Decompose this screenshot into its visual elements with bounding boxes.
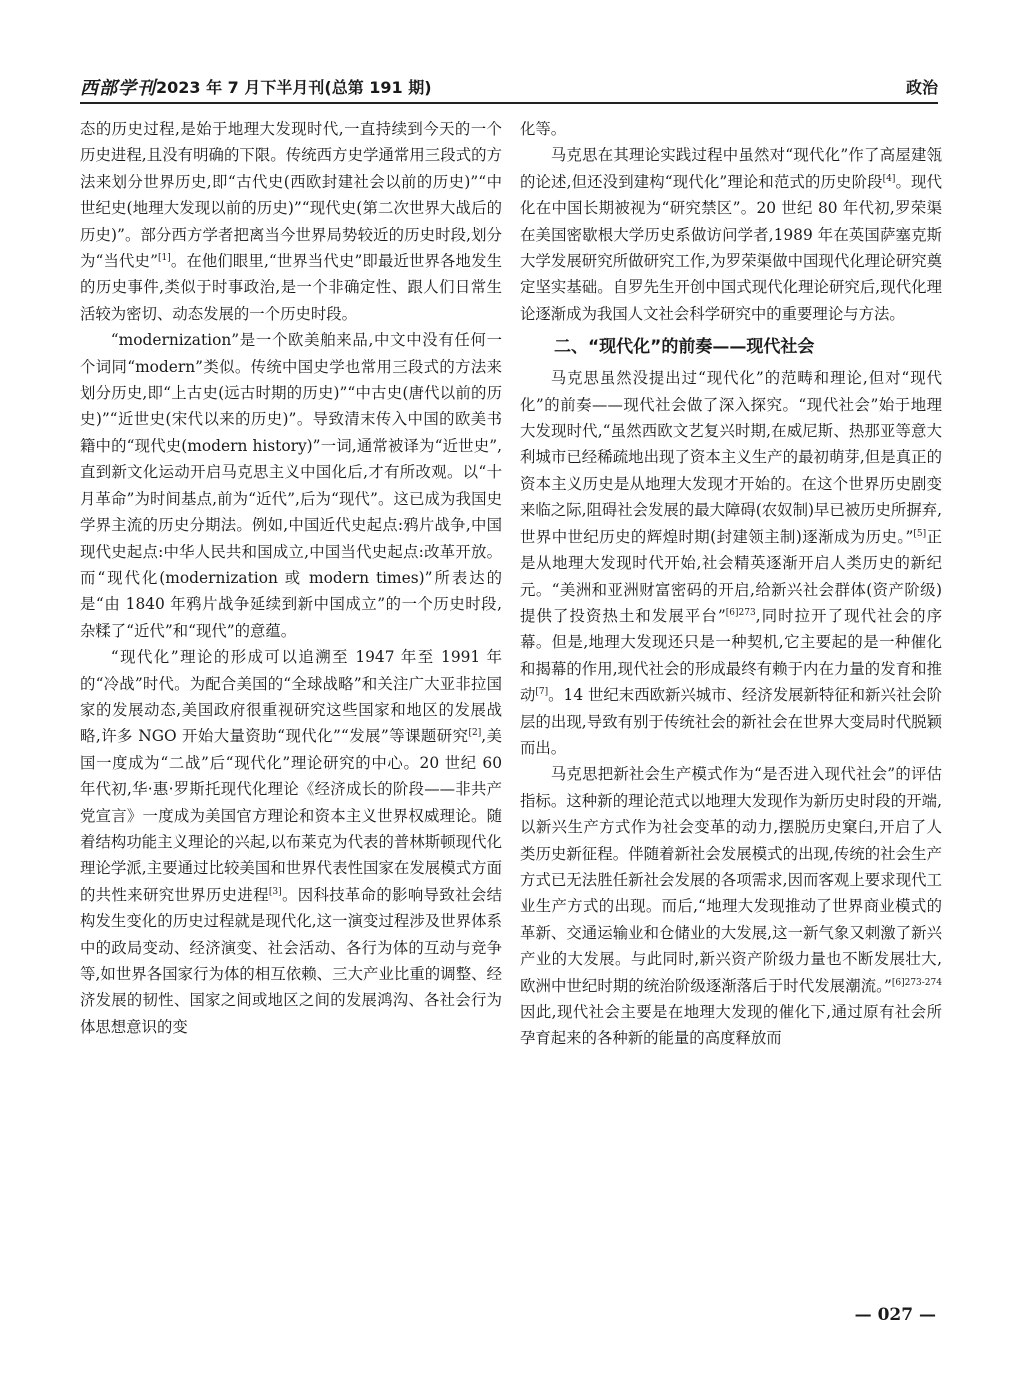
right-column [520, 116, 942, 1052]
journal-masthead: 西部学刊 [80, 78, 156, 99]
page-number: — 027 — [854, 1305, 936, 1325]
issue-info: 2023 年 7 月下半月刊(总第 191 期) [156, 78, 432, 97]
citation: [7] [535, 687, 549, 697]
citation: [1] [157, 252, 171, 263]
page-header [80, 72, 938, 104]
paragraph: 化等。 [520, 120, 567, 138]
section-heading: 二、“现代化”的前奏——现代社会 [554, 337, 815, 358]
citation: [3] [268, 886, 282, 897]
citation: [4] [882, 173, 896, 184]
citation: [6]273 [725, 607, 756, 618]
left-column [80, 116, 502, 1040]
paragraph: 马克思虽然没提出过“现代化”的范畴和理论,但对“现代化”的前奏——现代社会做了深入探究。“现代社会”始于地理大发现时代,“虽然西欧文艺复兴时期,在威尼斯、热那亚等意大利城市已经稀疏地出现了资本主义生产的最初萌芽,但是真正的资本主义历史是从地理大发现才开始的。在这个世界历史剧变来临之际,阻碍社会发展的最大障碍(农奴制)早已被历史所摒弃,世界中世纪历史的辉煌时期(封建领主制)逐渐成为历史。”[5]正是从地理大发现时代开始,社会精英逐渐开启人类历史的新纪元。“美洲和亚洲财富密码的开启,给新兴社会群体(资产阶级)提供了投资热土和发展平台”$^{[6]273}$,同时拉开了现代社会的序幕。但是,地理大发现还只是一种契机,它主要起的是一种催化和揭幕的作用,现代社会的形成最终有赖于内在力量的发育和推动[7]。14 世纪末西欧新兴城市、经济发展新特征和新兴社会阶层的出现,导致有别于传统社会的新社会在世界大变局时代脱颖而出。 [520, 369, 943, 757]
citation: [6]273-274 [891, 977, 942, 988]
paragraph: 马克思在其理论实践过程中虽然对“现代化”作了高屋建瓴的论述,但还没到建构“现代化”理论和范式的历史阶段[4]。现代化在中国长期被视为“研究禁区”。20 世纪 80 年代初,罗荣渠在美国密歇根大学历史系做访问学者,1989 年在英国萨塞克斯大学发展研究所做研究工作,为罗荣渠做中国现代化理论研究奠定坚实基础。自罗先生开创中国式现代化理论研究后,现代化理论逐渐成为我国人文社会科学研究中的重要理论与方法。 [520, 146, 942, 323]
citation: [2] [468, 728, 482, 739]
paragraph: 态的历史过程,是始于地理大发现时代,一直持续到今天的一个历史进程,且没有明确的下限。传统西方史学通常用三段式的方法来划分世界历史,即“古代史(西欧封建社会以前的历史)”“中世纪史(地理大发现以前的历史)”“现代史(第二次世界大战后的历史)”。部分西方学者把离当今世界局势较近的历史时段,划分为“当代史”[1]。在他们眼里,“世界当代史”即最近世界各地发生的历史事件,类似于时事政治,是一个非确定性、跟人们日常生活较为密切、动态发展的一个历史时段。 [80, 120, 502, 323]
section-label: 政治 [905, 78, 938, 97]
paragraph: “modernization”是一个欧美舶来品,中文中没有任何一个词同“modern”类似。传统中国史学也常用三段式的方法来划分历史,即“上古史(远古时期的历史)”“中古史(唐代以前的历史)”“近世史(宋代以来的历史)”。导致清末传入中国的欧美书籍中的“现代史(modern history)”一词,通常被译为“近世史”,直到新文化运动开启马克思主义中国化后,才有所改观。以“十月革命”为时间基点,前为“近代”,后为“现代”。这已成为我国史学界主流的历史分期法。例如,中国近代史起点:鸦片战争,中国现代史起点:中华人民共和国成立,中国当代史起点:改革开放。而“现代化(modernization 或 modern times)”所表达的是“由 1840 年鸦片战争延续到新中国成立”的一个历史时段,杂糅了“近代”和“现代”的意蕴。 [80, 331, 502, 640]
paragraph: 马克思把新社会生产模式作为“是否进入现代社会”的评估指标。这种新的理论范式以地理大发现作为新历史时段的开端,以新兴生产方式作为社会变革的动力,摆脱历史窠臼,开启了人类历史新征程。伴随着新社会发展模式的出现,传统的社会生产方式已无法胜任新社会发展的各项需求,因而客观上要求现代工业生产方式的出现。而后,“地理大发现推动了世界商业模式的革新、交通运输业和仓储业的大发展,这一新气象又刺激了新兴产业的大发展。与此同时,新兴资产阶级力量也不断发展壮大,欧洲中世纪时期的统治阶级逐渐落后于时代发展潮流。”$^{[6]273-274}$因此,现代社会主要是在地理大发现的催化下,通过原有社会所孕育起来的各种新的能量的高度释放而 [520, 765, 942, 1048]
paragraph: “现代化”理论的形成可以追溯至 1947 年至 1991 年的“冷战”时代。为配合美国的“全球战略”和关注广大亚非拉国家的发展动态,美国政府很重视研究这些国家和地区的发展战略,许多 NGO 开始大量资助“现代化”“发展”等课题研究[2],美国一度成为“二战”后“现代化”理论研究的中心。20 世纪 60 年代初,华·惠·罗斯托现代化理论《经济成长的阶段——非共产党宣言》一度成为美国官方理论和资本主义世界权威理论。随着结构功能主义理论的兴起,以布莱克为代表的普林斯顿现代化理论学派,主要通过比较美国和世界代表性国家在发展模式方面的共性来研究世界历史进程[3]。因科技革命的影响导致社会结构发生变化的历史过程就是现代化,这一演变过程涉及世界体系中的政局变动、经济演变、社会活动、各行为体的互动与竞争等,如世界各国家行为体的相互依赖、三大产业比重的调整、经济发展的韧性、国家之间或地区之间的发展鸿沟、各社会行为体思想意识的变 [80, 648, 502, 1036]
citation: [5] [913, 528, 927, 539]
